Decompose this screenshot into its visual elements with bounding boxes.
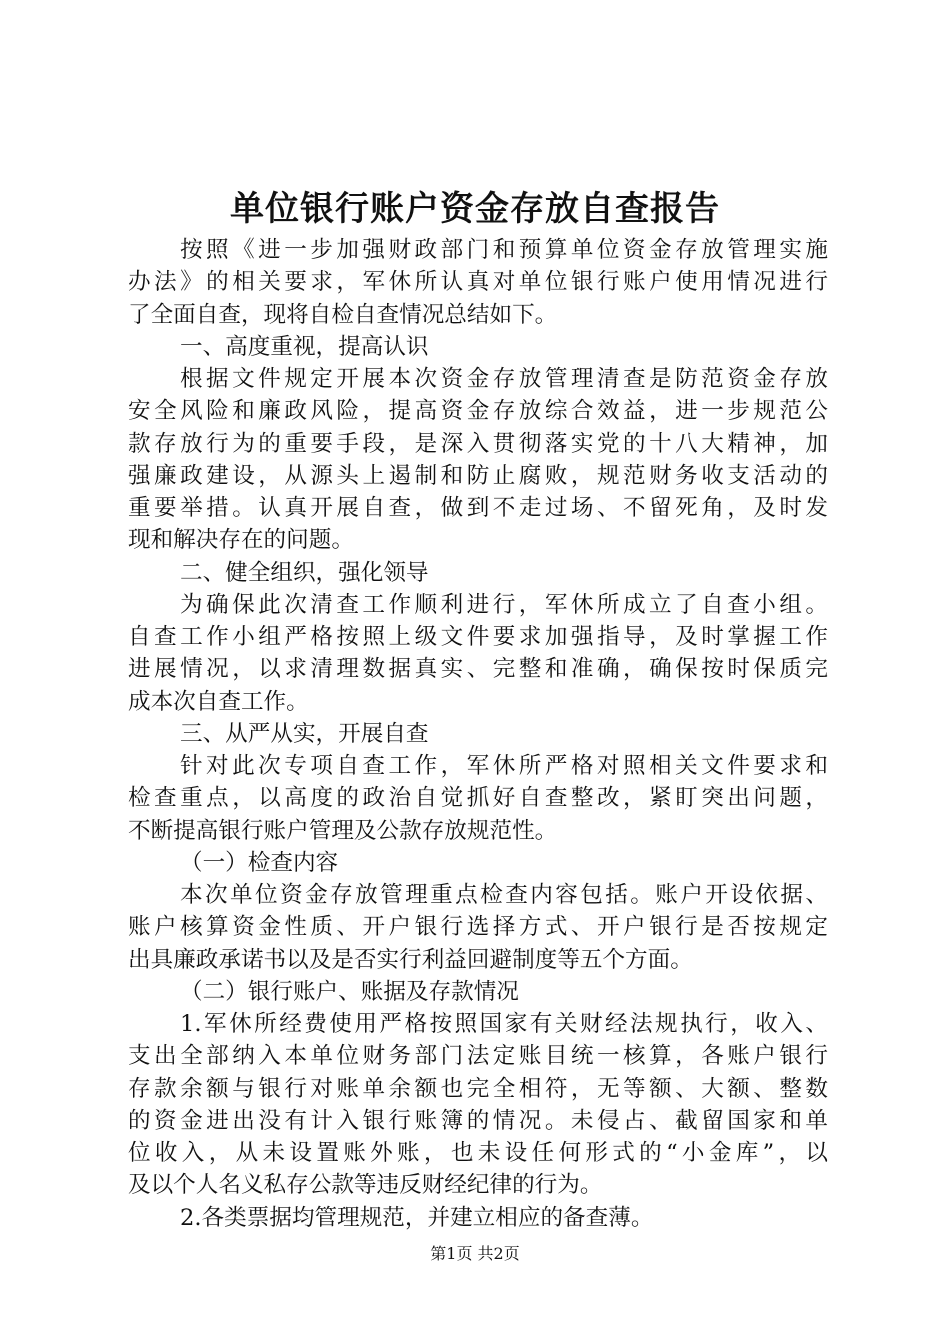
text-line: 为确保此次清查工作顺利进行，军休所成立了自查小组。 <box>180 591 828 618</box>
text-line: 成本次自查工作。 <box>128 688 309 715</box>
text-line: 现和解决存在的问题。 <box>128 527 354 554</box>
text-line: 三、从严从实，开展自查 <box>180 720 429 747</box>
document-title: 单位银行账户资金存放自查报告 <box>230 189 720 229</box>
text-line: 支出全部纳入本单位财务部门法定账目统一核算，各账户银行 <box>128 1043 828 1070</box>
text-line: 了全面自查，现将自检自查情况总结如下。 <box>128 301 558 328</box>
text-line: 账户核算资金性质、开户银行选择方式、开户银行是否按规定 <box>128 914 828 941</box>
text-line: 1.军休所经费使用严格按照国家有关财经法规执行，收入、 <box>180 1011 828 1037</box>
text-line: 及以个人名义私存公款等违反财经纪律的行为。 <box>128 1172 603 1199</box>
text-line: （二）银行账户、账据及存款情况 <box>180 978 519 1005</box>
text-line: 2.各类票据均管理规范，并建立相应的备查薄。 <box>180 1204 654 1231</box>
text-line: 不断提高银行账户管理及公款存放规范性。 <box>128 817 558 844</box>
text-line: 重要举措。认真开展自查，做到不走过场、不留死角，及时发 <box>128 495 828 521</box>
text-line: 位收入，从未设置账外账，也未设任何形式的“小金库”，以 <box>128 1140 828 1166</box>
text-line: 强廉政建设，从源头上遏制和防止腐败，规范财务收支活动的 <box>128 462 828 489</box>
text-line: 办法》的相关要求，军休所认真对单位银行账户使用情况进行 <box>128 269 828 296</box>
document-body <box>128 234 828 1234</box>
text-line: 存款余额与银行对账单余额也完全相符，无等额、大额、整数 <box>128 1075 828 1102</box>
text-line: 二、健全组织，强化领导 <box>180 559 429 586</box>
text-line: 检查重点，以高度的政治自觉抓好自查整改，紧盯突出问题， <box>128 785 828 812</box>
text-line: 根据文件规定开展本次资金存放管理清查是防范资金存放 <box>180 366 828 392</box>
text-line: 安全风险和廉政风险，提高资金存放综合效益，进一步规范公 <box>128 398 828 425</box>
text-line: 款存放行为的重要手段，是深入贯彻落实党的十八大精神，加 <box>128 430 828 457</box>
text-line: 一、高度重视，提高认识 <box>180 333 429 360</box>
text-line: 出具廉政承诺书以及是否实行利益回避制度等五个方面。 <box>128 946 693 973</box>
text-line: （一）检查内容 <box>180 849 339 876</box>
text-line: 的资金进出没有计入银行账簿的情况。未侵占、截留国家和单 <box>128 1107 828 1134</box>
text-line: 自查工作小组严格按照上级文件要求加强指导，及时掌握工作 <box>128 624 828 650</box>
text-line: 进展情况，以求清理数据真实、完整和准确，确保按时保质完 <box>128 656 828 683</box>
text-line: 本次单位资金存放管理重点检查内容包括。账户开设依据、 <box>180 882 828 908</box>
text-line: 按照《进一步加强财政部门和预算单位资金存放管理实施 <box>180 237 828 263</box>
page-footer: 第1页 共2页 <box>430 1244 520 1263</box>
text-line: 针对此次专项自查工作，军休所严格对照相关文件要求和 <box>180 753 828 779</box>
